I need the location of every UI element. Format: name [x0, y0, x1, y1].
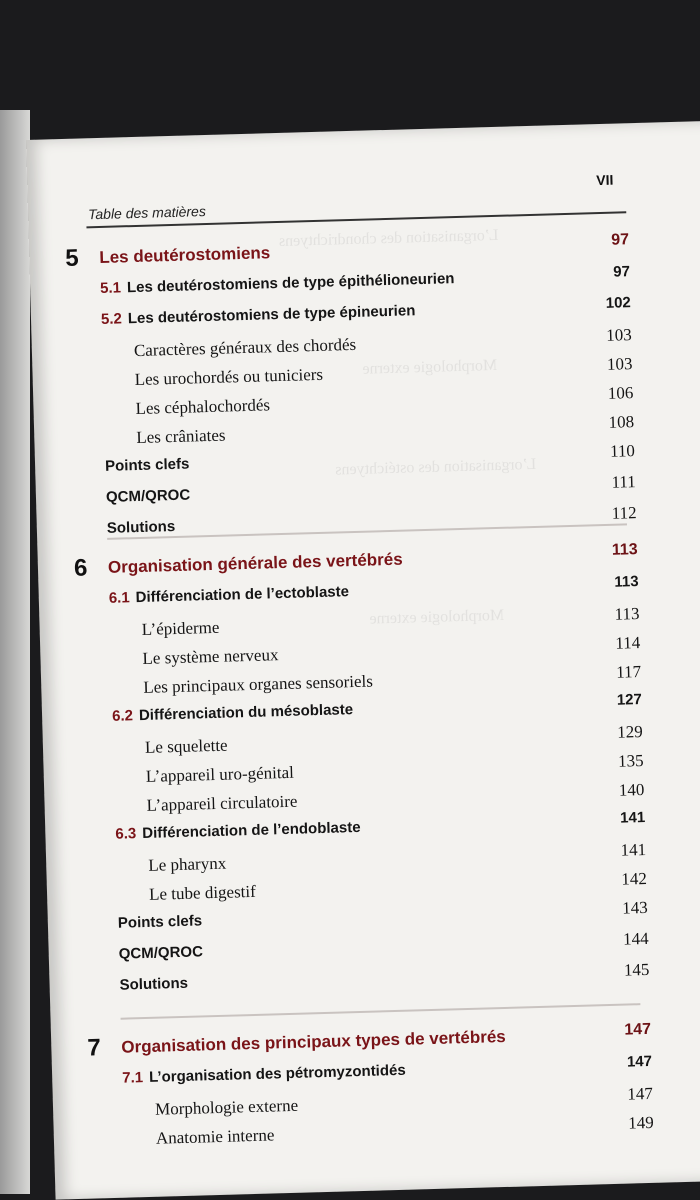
- entry-label: Le tube digestif: [148, 881, 257, 904]
- entry-page: 141: [619, 808, 646, 827]
- entry-title: [156, 1125, 275, 1148]
- entry-label: L’appareil uro-génital: [145, 762, 295, 786]
- entry-page: 103: [606, 354, 633, 374]
- entry-label: Différenciation de l’ectoblaste: [135, 583, 350, 607]
- chapter-title: Organisation générale des vertébrés: [107, 549, 403, 577]
- entry-label: Caractères généraux des chordés: [133, 334, 357, 361]
- entry-label: Les céphalochordés: [135, 395, 271, 419]
- entry-page: 149: [627, 1112, 654, 1133]
- entry-label: Morphologie externe: [154, 1095, 299, 1119]
- entry-page: 142: [621, 868, 648, 889]
- entry-page: 108: [608, 412, 635, 432]
- chapter-divider: [121, 1003, 641, 1020]
- entry-label: Points clefs: [117, 912, 203, 932]
- entry-label: Différenciation du mésoblaste: [138, 701, 354, 725]
- entry-page: 97: [612, 263, 631, 281]
- entry-page: 102: [605, 294, 632, 312]
- chapter-number: 5: [64, 244, 80, 272]
- entry-label: L’appareil circulatoire: [146, 791, 298, 815]
- section-number: 6.2: [111, 707, 134, 725]
- entry-title: [146, 763, 295, 787]
- book-page: L’organisation des chondrichtyens Morphologie externe L’organisation des ostéichtyens Morphologie externe Table des matières VII 5 Les deutérostomiens 97 5.1 Les deutérostomiens de type épithélioneurien 97 5.2 Les deutérostomiens de type épineurien 102 Caractères généraux des chordés 103 Les urochordés ou tuniciers 103 Les céphalochordés 106 Les crâniates 108 Points clefs 110 QCM/QROC 111 Solutions 112 6 Organisation générale des vertébrés 113 6.1 Différenciation de l’ectoblaste 113 L’épiderme 113 Le système nerveux 114 Les principaux organes sensoriels 117 6.2 Différenciation du mésoblaste 127 Le squelette 129 L’appareil uro-génital 135 L’appareil circulatoire 140 6.3 Différenciation de l’endoblaste 141 Le pharynx 141 Le tube digestif 142 Points clefs 143 QCM/QROC 144 Solutions 145 7 Organisation des principaux types de vertébrés 147 7.1 L’organisation des pétromyzontidés 147 Morphologie externe 147 Anatomie interne 149: [26, 121, 700, 1200]
- entry-page: 141: [620, 839, 647, 860]
- entry-title: [118, 912, 203, 931]
- entry-label: Le pharynx: [148, 853, 227, 875]
- entry-label: L’organisation des pétromyzontidés: [148, 1061, 406, 1086]
- entry-label: QCM/QROC: [105, 486, 191, 506]
- entry-label: Le système nerveux: [142, 645, 279, 668]
- entry-title: [141, 618, 219, 640]
- entry-label: Les urochordés ou tuniciers: [134, 364, 324, 390]
- entry-page: 113: [614, 604, 640, 624]
- section-number: 5.1: [99, 279, 122, 297]
- book-spine-edge: [0, 110, 30, 1194]
- entry-page: 106: [607, 383, 634, 403]
- entry-label: Les crâniates: [136, 425, 226, 448]
- chapter-page: 97: [610, 231, 630, 249]
- entry-page: 135: [617, 751, 644, 771]
- entry-page: 103: [605, 325, 632, 345]
- entry-page: 127: [616, 691, 643, 709]
- section-number: 6.3: [115, 825, 137, 843]
- entry-page: 140: [618, 779, 645, 800]
- entry-label: L’épiderme: [141, 617, 220, 639]
- chapter-number: 7: [87, 1034, 102, 1062]
- entry-title: [155, 1096, 299, 1120]
- section-number: 6.1: [108, 589, 130, 607]
- entry-title: [119, 943, 204, 962]
- entry-title: [105, 456, 190, 475]
- entry-label: Le squelette: [144, 735, 228, 757]
- entry-page: 112: [611, 503, 637, 523]
- entry-page: 129: [617, 722, 644, 742]
- entry-page: 117: [615, 662, 642, 682]
- running-head: Table des matières: [87, 203, 207, 223]
- entry-page: 147: [626, 1052, 653, 1071]
- entry-page: 111: [611, 472, 637, 492]
- entry-page: 113: [614, 573, 639, 591]
- entry-title: [145, 736, 228, 758]
- entry-title: [136, 426, 226, 448]
- entry-label: Anatomie interne: [155, 1125, 275, 1148]
- entry-label: Les deutérostomiens de type épineurien: [127, 302, 416, 328]
- entry-page: 110: [609, 441, 636, 461]
- section-number: 7.1: [121, 1069, 144, 1087]
- entry-title: [107, 518, 176, 537]
- entry-title: [142, 645, 278, 669]
- entry-page: 147: [627, 1083, 654, 1104]
- entry-label: Différenciation de l’endoblaste: [142, 818, 361, 843]
- entry-title: [146, 792, 297, 816]
- entry-label: Solutions: [119, 974, 189, 994]
- chapter-number: 6: [73, 554, 88, 582]
- page-number: VII: [595, 171, 614, 189]
- entry-title: [148, 854, 226, 876]
- entry-label: Les principaux organes sensoriels: [143, 671, 374, 697]
- section-number: 5.2: [100, 310, 123, 328]
- entry-label: QCM/QROC: [118, 943, 204, 963]
- entry-label: Solutions: [106, 517, 176, 537]
- entry-page: 145: [623, 959, 650, 980]
- entry-label: Points clefs: [104, 455, 190, 475]
- entry-page: 143: [621, 897, 648, 918]
- chapter-title: Les deutérostomiens: [99, 243, 271, 267]
- entry-page: 114: [615, 633, 641, 653]
- entry-page: 144: [622, 928, 649, 949]
- entry-title: [106, 487, 191, 506]
- entry-label: Les deutérostomiens de type épithélioneurien: [126, 270, 455, 297]
- chapter-page: 147: [624, 1020, 652, 1039]
- entry-title: [134, 365, 323, 390]
- entry-title: [119, 975, 188, 994]
- chapter-page: 113: [611, 541, 638, 559]
- entry-title: [135, 395, 270, 419]
- chapter-title: Organisation des principaux types de vertébrés: [121, 1026, 507, 1057]
- entry-title: [149, 882, 256, 905]
